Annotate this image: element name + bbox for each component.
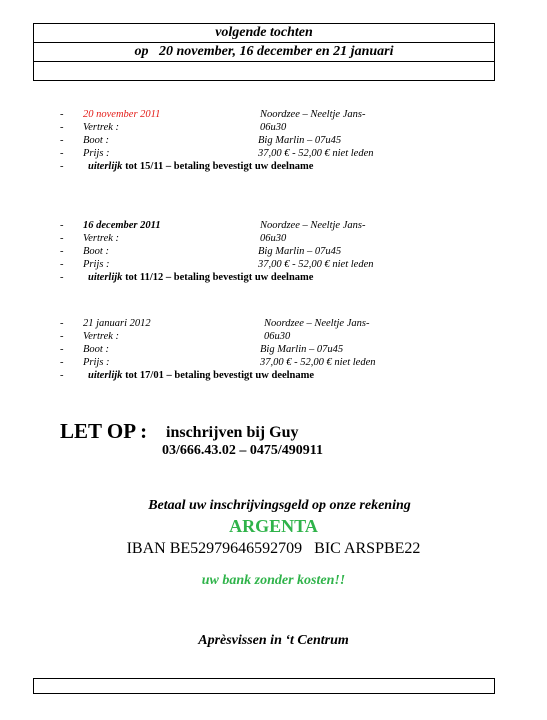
header-box-empty bbox=[33, 61, 495, 81]
bullet-dash: - bbox=[60, 246, 64, 257]
trip-boat-row bbox=[60, 343, 460, 356]
trip-deadline-row bbox=[60, 369, 460, 382]
trip-date-row bbox=[60, 219, 460, 232]
bullet-dash: - bbox=[60, 344, 64, 355]
trip-date: 20 november 2011 bbox=[83, 109, 161, 120]
trip-boat-row bbox=[60, 134, 460, 147]
price-label: Prijs : bbox=[83, 259, 110, 270]
deadline-rest: tot 11/12 – betaling bevestigt uw deelname bbox=[125, 272, 314, 283]
deadline-emphasis: uiterlijk bbox=[88, 370, 123, 381]
bullet-dash: - bbox=[60, 220, 64, 231]
let-op-heading: LET OP : bbox=[60, 419, 148, 443]
boat-label: Boot : bbox=[83, 344, 109, 355]
header-box-title bbox=[33, 23, 495, 43]
trip-date: 21 januari 2012 bbox=[83, 318, 151, 329]
bullet-dash: - bbox=[60, 259, 64, 270]
payment-instruction: Betaal uw inschrijvingsgeld op onze rekening bbox=[148, 498, 411, 513]
trip-departure-row bbox=[60, 330, 460, 343]
trip-price-row bbox=[60, 356, 460, 369]
trip-deadline-row bbox=[60, 160, 460, 173]
bank-name: ARGENTA bbox=[229, 516, 318, 536]
price-value: 37,00 € - 52,00 € niet leden bbox=[258, 148, 374, 159]
departure-label: Vertrek : bbox=[83, 122, 120, 133]
bullet-dash: - bbox=[60, 357, 64, 368]
bullet-dash: - bbox=[60, 370, 64, 381]
trip-block bbox=[60, 317, 460, 382]
header-dates: op 20 november, 16 december en 21 januari bbox=[134, 44, 394, 59]
trip-destination: Noordzee – Neeltje Jans- bbox=[260, 220, 366, 231]
trip-block bbox=[60, 219, 460, 284]
deadline-text bbox=[88, 369, 314, 382]
deadline-text bbox=[88, 271, 313, 284]
trip-destination: Noordzee – Neeltje Jans- bbox=[260, 109, 366, 120]
boat-label: Boot : bbox=[83, 246, 109, 257]
trip-date-row bbox=[60, 317, 460, 330]
boat-value: Big Marlin – 07u45 bbox=[260, 344, 344, 355]
departure-value: 06u30 bbox=[260, 122, 287, 133]
trip-boat-row bbox=[60, 245, 460, 258]
bullet-dash: - bbox=[60, 122, 64, 133]
phone-numbers: 03/666.43.02 – 0475/490911 bbox=[162, 443, 324, 458]
bank-slogan: uw bank zonder kosten!! bbox=[201, 573, 346, 588]
deadline-emphasis: uiterlijk bbox=[88, 161, 123, 172]
apres-vissen: Aprèsvissen in ‘t Centrum bbox=[198, 633, 349, 648]
departure-label: Vertrek : bbox=[83, 233, 120, 244]
deadline-rest: tot 15/11 – betaling bevestigt uw deelname bbox=[125, 161, 314, 172]
bullet-dash: - bbox=[60, 331, 64, 342]
deadline-emphasis: uiterlijk bbox=[88, 272, 123, 283]
registration-contact: inschrijven bij Guy bbox=[166, 424, 299, 441]
trip-date: 16 december 2011 bbox=[83, 220, 161, 231]
price-value: 37,00 € - 52,00 € niet leden bbox=[258, 259, 374, 270]
price-label: Prijs : bbox=[83, 148, 110, 159]
trip-block bbox=[60, 108, 460, 173]
trip-deadline-row bbox=[60, 271, 460, 284]
departure-value: 06u30 bbox=[264, 331, 291, 342]
iban-bic: IBAN BE52979646592709 BIC ARSPBE22 bbox=[126, 540, 421, 557]
bullet-dash: - bbox=[60, 272, 64, 283]
bullet-dash: - bbox=[60, 161, 64, 172]
boat-label: Boot : bbox=[83, 135, 109, 146]
trip-price-row bbox=[60, 147, 460, 160]
price-value: 37,00 € - 52,00 € niet leden bbox=[260, 357, 376, 368]
bullet-dash: - bbox=[60, 233, 64, 244]
trip-departure-row bbox=[60, 232, 460, 245]
deadline-rest: tot 17/01 – betaling bevestigt uw deelname bbox=[125, 370, 315, 381]
header-box-dates bbox=[33, 42, 495, 62]
trip-price-row bbox=[60, 258, 460, 271]
boat-value: Big Marlin – 07u45 bbox=[258, 246, 342, 257]
deadline-text bbox=[88, 160, 313, 173]
departure-value: 06u30 bbox=[260, 233, 287, 244]
boat-value: Big Marlin – 07u45 bbox=[258, 135, 342, 146]
trip-date-row bbox=[60, 108, 460, 121]
bullet-dash: - bbox=[60, 109, 64, 120]
bullet-dash: - bbox=[60, 135, 64, 146]
departure-label: Vertrek : bbox=[83, 331, 120, 342]
header-title: volgende tochten bbox=[215, 25, 313, 40]
price-label: Prijs : bbox=[83, 357, 110, 368]
trip-destination: Noordzee – Neeltje Jans- bbox=[264, 318, 370, 329]
footer-box bbox=[33, 678, 495, 694]
trip-departure-row bbox=[60, 121, 460, 134]
bullet-dash: - bbox=[60, 318, 64, 329]
bullet-dash: - bbox=[60, 148, 64, 159]
